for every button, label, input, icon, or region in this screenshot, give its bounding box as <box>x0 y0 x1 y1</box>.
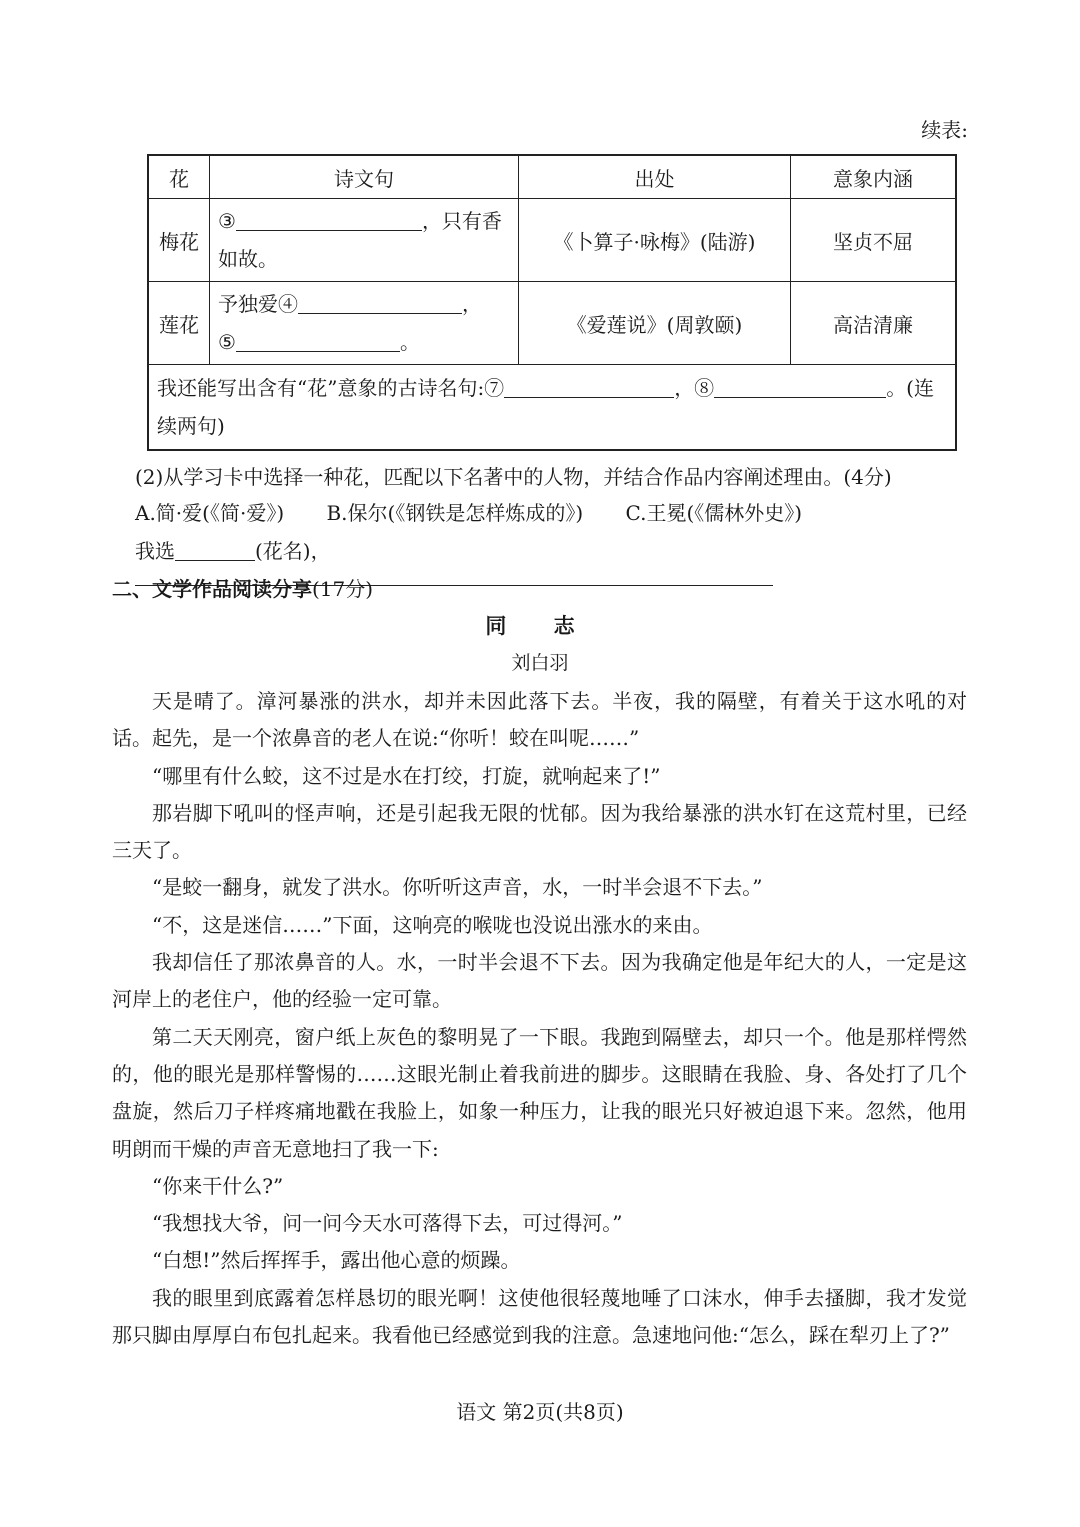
verse-plum <box>210 199 519 282</box>
extra-mid: ，⑧ <box>674 376 715 400</box>
option-c: C.王冕(《儒林外史》) <box>625 501 803 525</box>
verse-lotus-prefix: 予独爱④ <box>218 292 298 316</box>
header-verse: 诗文句 <box>210 155 519 199</box>
answer-blank-7[interactable] <box>504 377 674 398</box>
verse-lotus-end: 。 <box>399 330 420 354</box>
options-list <box>135 497 838 526</box>
table-row-plum <box>148 199 956 282</box>
paragraph: “哪里有什么蛟，这不过是水在打绞，打旋，就响起来了!” <box>152 763 661 788</box>
article-author: 刘白羽 <box>511 652 569 674</box>
paragraph: 第二天天刚亮，窗户纸上灰色的黎明晃了一下眼。我跑到隔壁去，却只一个。他是那样愕然的，他的眼光是那样警惕的……这眼光制止着我前进的脚步。这眼睛在我脸、身、各处打了几个盘旋，然后刀子样疼痛地戳在我脸上，如象一种压力，让我的眼光只好被迫退下来。忽然，他用明朗而干燥的声音无意地扫了我一下: <box>112 1024 967 1161</box>
table-row-lotus <box>148 282 956 365</box>
extra-lead: 我还能写出含有“花”意象的古诗名句:⑦ <box>157 376 505 400</box>
extra-tail: 。(连续两句) <box>157 376 934 438</box>
answer-blank-3[interactable] <box>236 210 422 231</box>
verse-plum-tail: ，只有香如故。 <box>218 209 502 271</box>
continued-label: 续表: <box>921 118 968 142</box>
flower-plum: 梅花 <box>148 199 210 282</box>
header-flower: 花 <box>148 155 210 199</box>
header-meaning: 意象内涵 <box>791 155 957 199</box>
option-a: A.简·爱(《简·爱》) <box>135 501 285 525</box>
verse-lotus <box>210 282 519 365</box>
table-row-extra <box>148 365 956 451</box>
source-lotus: 《爱莲说》(周敦颐) <box>519 282 791 365</box>
question-2: (2)从学习卡中选择一种花，匹配以下名著中的人物，并结合作品内容阐述理由。(4分) <box>135 465 892 489</box>
paragraph: “不，这是迷信……”下面，这响亮的喉咙也没说出涨水的来由。 <box>152 912 713 937</box>
paragraph: “你来干什么?” <box>152 1173 284 1198</box>
paragraph: 我的眼里到底露着怎样恳切的眼光啊！这使他很轻蔑地唾了口沫水，伸手去搔脚，我才发觉那只脚由厚厚白布包扎起来。我看他已经感觉到我的注意。急速地问他:“怎么，踩在犁刃上了?” <box>112 1285 967 1348</box>
paragraph: 天是晴了。漳河暴涨的洪水，却并未因此落下去。半夜，我的隔壁，有着关于这水吼的对话。起先，是一个浓鼻音的老人在说:“你听！蛟在叫呢……” <box>112 689 967 751</box>
choose-lead: 我选 <box>135 539 175 563</box>
blank-number-5: ⑤ <box>218 330 236 354</box>
verse-lotus-mid: ， <box>462 292 482 316</box>
blank-number-3: ③ <box>218 209 236 233</box>
meaning-lotus: 高洁清廉 <box>791 282 957 365</box>
section-2-points: (17分) <box>312 577 374 601</box>
paragraph: 那岩脚下吼叫的怪声响，还是引起我无限的忧郁。因为我给暴涨的洪水钉在这荒村里，已经三天了。 <box>112 800 967 863</box>
flower-poem-table <box>147 154 957 451</box>
article-title: 同 志 <box>485 613 595 638</box>
paragraph: 我却信任了那浓鼻音的人。水，一时半会退不下去。因为我确定他是年纪大的人，一定是这河岸上的老住户，他的经验一定可靠。 <box>112 950 967 1012</box>
paragraph: “是蛟一翻身，就发了洪水。你听听这声音，水，一时半会退不下去。” <box>152 875 763 900</box>
source-plum: 《卜算子·咏梅》(陆游) <box>519 199 791 282</box>
paragraph: “我想找大爷，问一问今天水可落得下去，可过得河。” <box>152 1211 623 1236</box>
answer-blank-4[interactable] <box>298 293 462 314</box>
article-body <box>112 683 967 1354</box>
section-2-heading <box>112 573 373 602</box>
choose-mid: (花名)， <box>255 539 331 563</box>
section-2-title: 二、文学作品阅读分享 <box>112 577 312 601</box>
flower-name-blank[interactable] <box>175 540 255 561</box>
answer-blank-5[interactable] <box>236 331 400 352</box>
answer-blank-8[interactable] <box>714 377 886 398</box>
table-header-row <box>148 155 956 199</box>
option-b: B.保尔(《钢铁是怎样炼成的》) <box>326 501 584 525</box>
flower-lotus: 莲花 <box>148 282 210 365</box>
page-footer: 语文 第2页(共8页) <box>456 1400 624 1424</box>
paragraph: “白想!”然后挥挥手，露出他心意的烦躁。 <box>152 1248 521 1273</box>
meaning-plum: 坚贞不屈 <box>791 199 957 282</box>
header-source: 出处 <box>519 155 791 199</box>
extra-verse-cell <box>148 365 956 451</box>
